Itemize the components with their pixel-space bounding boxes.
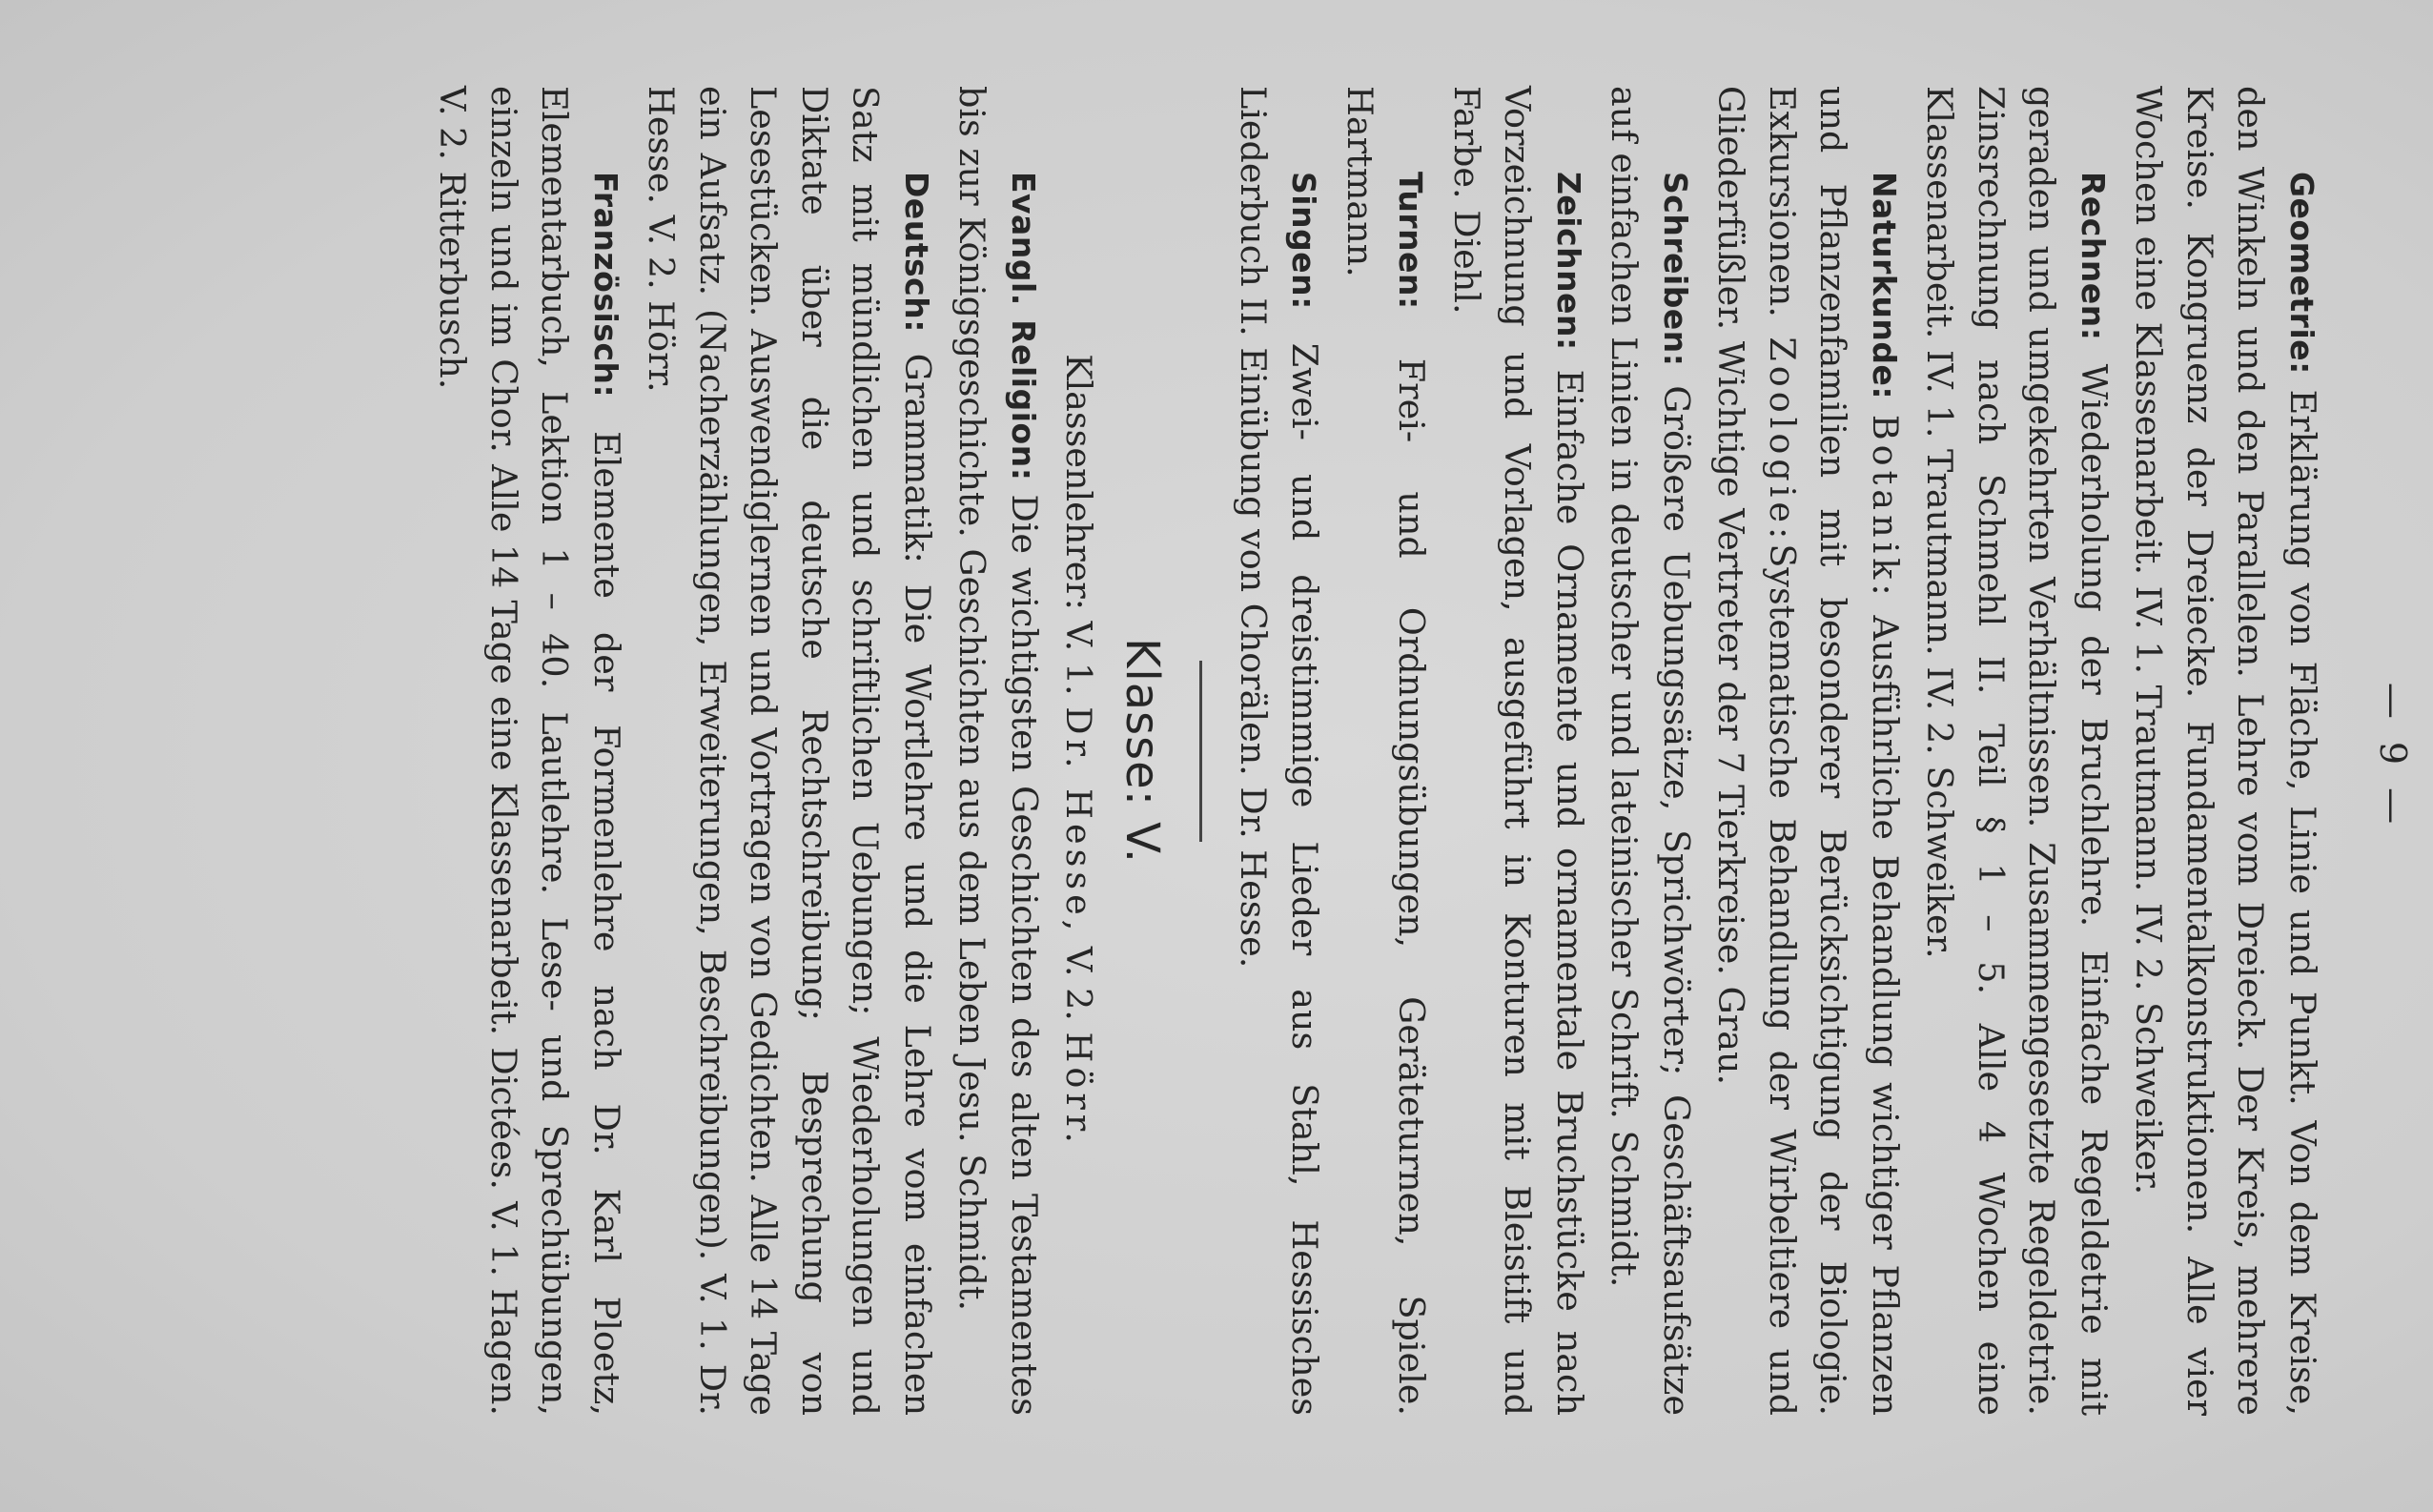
- document-body: [427, 86, 2328, 1416]
- paragraph-heading: Naturkunde:: [1866, 172, 1903, 400]
- paragraph-heading: Turnen:: [1392, 172, 1430, 310]
- paragraph-heading: Geometrie:: [2283, 172, 2321, 375]
- paragraph-heading: Singen:: [1285, 172, 1323, 310]
- paragraph-naturkunde: [1706, 86, 1911, 1416]
- paragraph-text: Grammatik: Die Wortlehre und die Lehre vom einfachen Satz mit mündlichen und schriftlichen Uebungen; Wiederholungen und Diktate über die deutsche Rechtschreibung; Besprechung von Lesestücken. Auswendiglernen und Vortragen von Gedichten. Alle 14 Tage ein Aufsatz. (Nacherzählungen, Erweiterungen, Beschreibungen). V. 1. Dr. Hesse. V. 2. Hörr.: [641, 86, 938, 1416]
- paragraph-heading: Französisch:: [587, 172, 624, 398]
- paragraph-geometrie: [2123, 86, 2328, 1416]
- paragraph-text: Ausführliche Behandlung wichtiger Pflanzen und Pflanzenfamilien mit besonderer Berücksichtigung der Biologie. Exkursionen.: [1762, 86, 1906, 1416]
- paragraph-religion: [947, 86, 1050, 1416]
- paragraph-heading: Schreiben:: [1657, 172, 1694, 367]
- paragraph-deutsch: [636, 86, 943, 1416]
- paragraph-franzoesisch: [427, 86, 632, 1416]
- paragraph-turnen: [1335, 86, 1438, 1416]
- paragraph-heading: Deutsch:: [898, 172, 935, 333]
- paragraph-schreiben: [1599, 86, 1702, 1416]
- section-title: Klasse: V.: [1115, 637, 1170, 865]
- teacher-prefix: Klassenlehrer: V. 1.: [1058, 354, 1100, 696]
- paragraph-rechnen: [1914, 86, 2119, 1416]
- section-divider: [1200, 661, 1203, 842]
- paragraph-text: Erklärung von Fläche, Linie und Punkt. Von dem Kreise, den Winkeln und den Parallelen. Lehre vom Dreieck. Der Kreis, mehrere Kreise. Kongruenz der Dreiecke. Fundamentalkonstruktionen. Alle vier Wochen eine Klassenarbeit. IV. 1. Trautmann. IV. 2. Schweiker.: [2128, 86, 2323, 1416]
- subject-botanik: Botanik:: [1865, 414, 1906, 601]
- paragraph-text: Wiederholung der Bruchlehre. Einfache Regeldetrie mit geraden und umgekehrten Verhältnissen. Zusammengesetzte Regeldetrie. Zinsrechnung nach Schmehl II. Teil § 1 – 5. Alle 4 Wochen eine Klassenarbeit. IV. 1. Trautmann. IV. 2. Schweiker.: [1919, 86, 2115, 1416]
- paragraph-text: Elemente der Formenlehre nach Dr. Karl Ploetz, Elementarbuch, Lektion 1 – 40. Lautlehre. Lese- und Sprechübungen, einzeln und im Chor. Alle 14 Tage eine Klassenarbeit. Dictées. V. 1. Hagen. V. 2. Ritterbusch.: [432, 86, 627, 1416]
- paragraph-heading: Evangl. Religion:: [1005, 172, 1042, 481]
- paragraph-text: Frei- und Ordnungsübungen, Geräteturnen, Spiele. Hartmann.: [1339, 86, 1433, 1416]
- paragraph-zeichnen: [1441, 86, 1596, 1416]
- class-teacher-line: [1053, 86, 1105, 1416]
- paragraph-text: Zwei- und dreistimmige Lieder aus Stahl, Hessisches Liederbuch II. Einübung von Chorälen. Dr. Hesse.: [1233, 86, 1326, 1416]
- paragraph-text: Systematische Behandlung der Wirbeltiere und Gliederfüßler. Wichtige Vertreter der 7 Tierkreise. Grau.: [1710, 86, 1803, 1416]
- paragraph-text: Die wichtigsten Geschichten des alten Testamentes bis zur Königsgeschichte. Geschichten aus dem Leben Jesu. Schmidt.: [951, 86, 1045, 1416]
- subject-zoologie: Zoologie:: [1762, 337, 1803, 544]
- paragraph-text: Größere Uebungssätze, Sprichwörter; Geschäftsaufsätze auf einfachen Linien in deutscher und lateinischer Schrift. Schmidt.: [1604, 86, 1697, 1416]
- teacher-name-2: Hörr.: [1058, 1032, 1100, 1148]
- teacher-mid: V. 2.: [1058, 946, 1100, 1021]
- teacher-name-1: Dr. Hesse,: [1058, 706, 1100, 936]
- page-number: — 9 —: [2372, 682, 2414, 830]
- paragraph-heading: Rechnen:: [2075, 172, 2112, 341]
- paragraph-heading: Zeichnen:: [1550, 172, 1587, 351]
- paragraph-text: Einfache Ornamente und ornamentale Bruchstücke nach Vorzeichnung und Vorlagen, ausgeführt in Konturen mit Bleistift und Farbe. Diehl.: [1446, 86, 1590, 1416]
- paragraph-singen: [1228, 86, 1331, 1416]
